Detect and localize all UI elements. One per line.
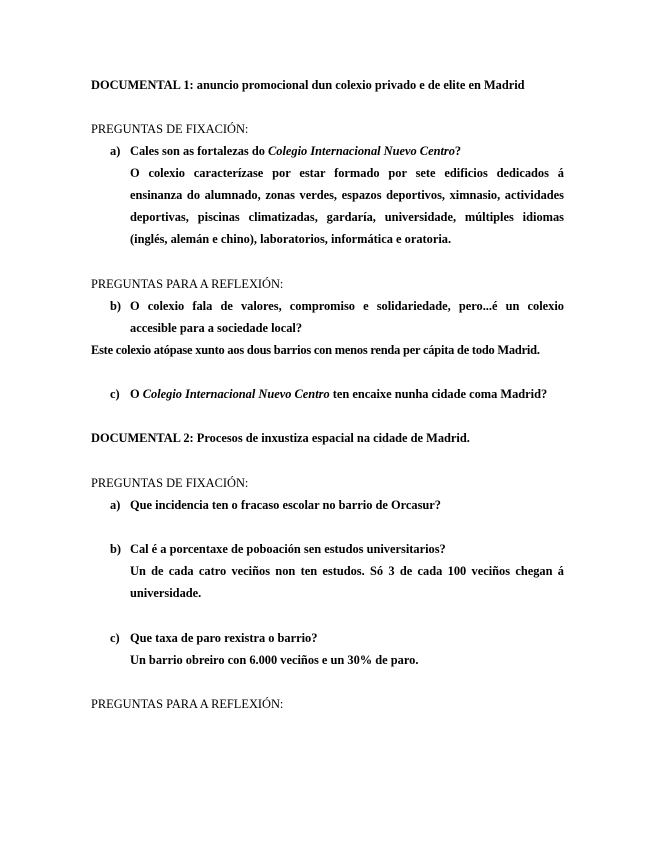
doc1-answer-a-line: (inglés, alemán e chino), laboratorios, informática e oratoria. [130,232,452,246]
question-label: a) [110,498,121,512]
question-text: Cales son as fortalezas do [130,144,269,158]
school-name: Colegio Internacional Nuevo Centro [268,144,455,158]
doc1-question-a [110,143,564,159]
question-label: b) [110,542,122,556]
doc1-answer-b: Este colexio atópase xunto aos dous barrios con menos renda per cápita de todo Madrid. [91,343,540,357]
doc1-answer-a-line: O colexio caracterízase por estar formado por sete edificios dedicados á [130,166,564,180]
question-text: O [130,387,143,401]
doc1-answer-a-line: ensinanza do alumnado, zonas verdes, espazos deportivos, ximnasio, actividades [130,188,564,202]
question-text-end: ten encaixe nunha cidade coma Madrid? [329,387,548,401]
question-text: O colexio fala de valores, compromiso e solidariedade, pero...é un colexio [130,299,564,313]
doc2-answer-c: Un barrio obreiro con 6.000 veciños e un 30% de paro. [130,653,419,667]
question-label: b) [110,299,122,313]
doc1-answer-a-line: deportivas, piscinas climatizadas, gardaría, universidade, múltiples idiomas [130,210,564,224]
doc2-question-b [110,541,564,557]
doc1-reflection-heading: PREGUNTAS PARA A REFLEXIÓN: [91,277,284,291]
question-label: a) [110,144,121,158]
question-text: Que incidencia ten o fracaso escolar no barrio de Orcasur? [130,498,441,512]
doc2-answer-b-line: Un de cada catro veciños non ten estudos. Só 3 de cada 100 veciños chegan á [130,564,564,578]
question-label: c) [110,387,120,401]
doc1-question-b-cont: accesible para a sociedade local? [130,321,303,335]
doc1-fixation-heading: PREGUNTAS DE FIXACIÓN: [91,122,249,136]
doc2-question-a [110,497,564,513]
question-label: c) [110,631,120,645]
question-text-end: ? [454,144,462,158]
school-name: Colegio Internacional Nuevo Centro [142,387,330,401]
doc1-question-b [110,298,564,314]
doc2-answer-b-line: universidade. [130,586,202,600]
doc1-question-c [110,386,564,402]
question-text: Que taxa de paro rexistra o barrio? [130,631,318,645]
question-text: Cal é a porcentaxe de poboación sen estudos universitarios? [130,542,446,556]
doc2-reflection-heading: PREGUNTAS PARA A REFLEXIÓN: [91,697,284,711]
doc2-question-c [110,630,564,646]
doc2-heading: DOCUMENTAL 2: Procesos de inxustiza espacial na cidade de Madrid. [91,431,470,445]
doc2-fixation-heading: PREGUNTAS DE FIXACIÓN: [91,476,249,490]
doc1-heading: DOCUMENTAL 1: anuncio promocional dun colexio privado e de elite en Madrid [91,78,525,92]
